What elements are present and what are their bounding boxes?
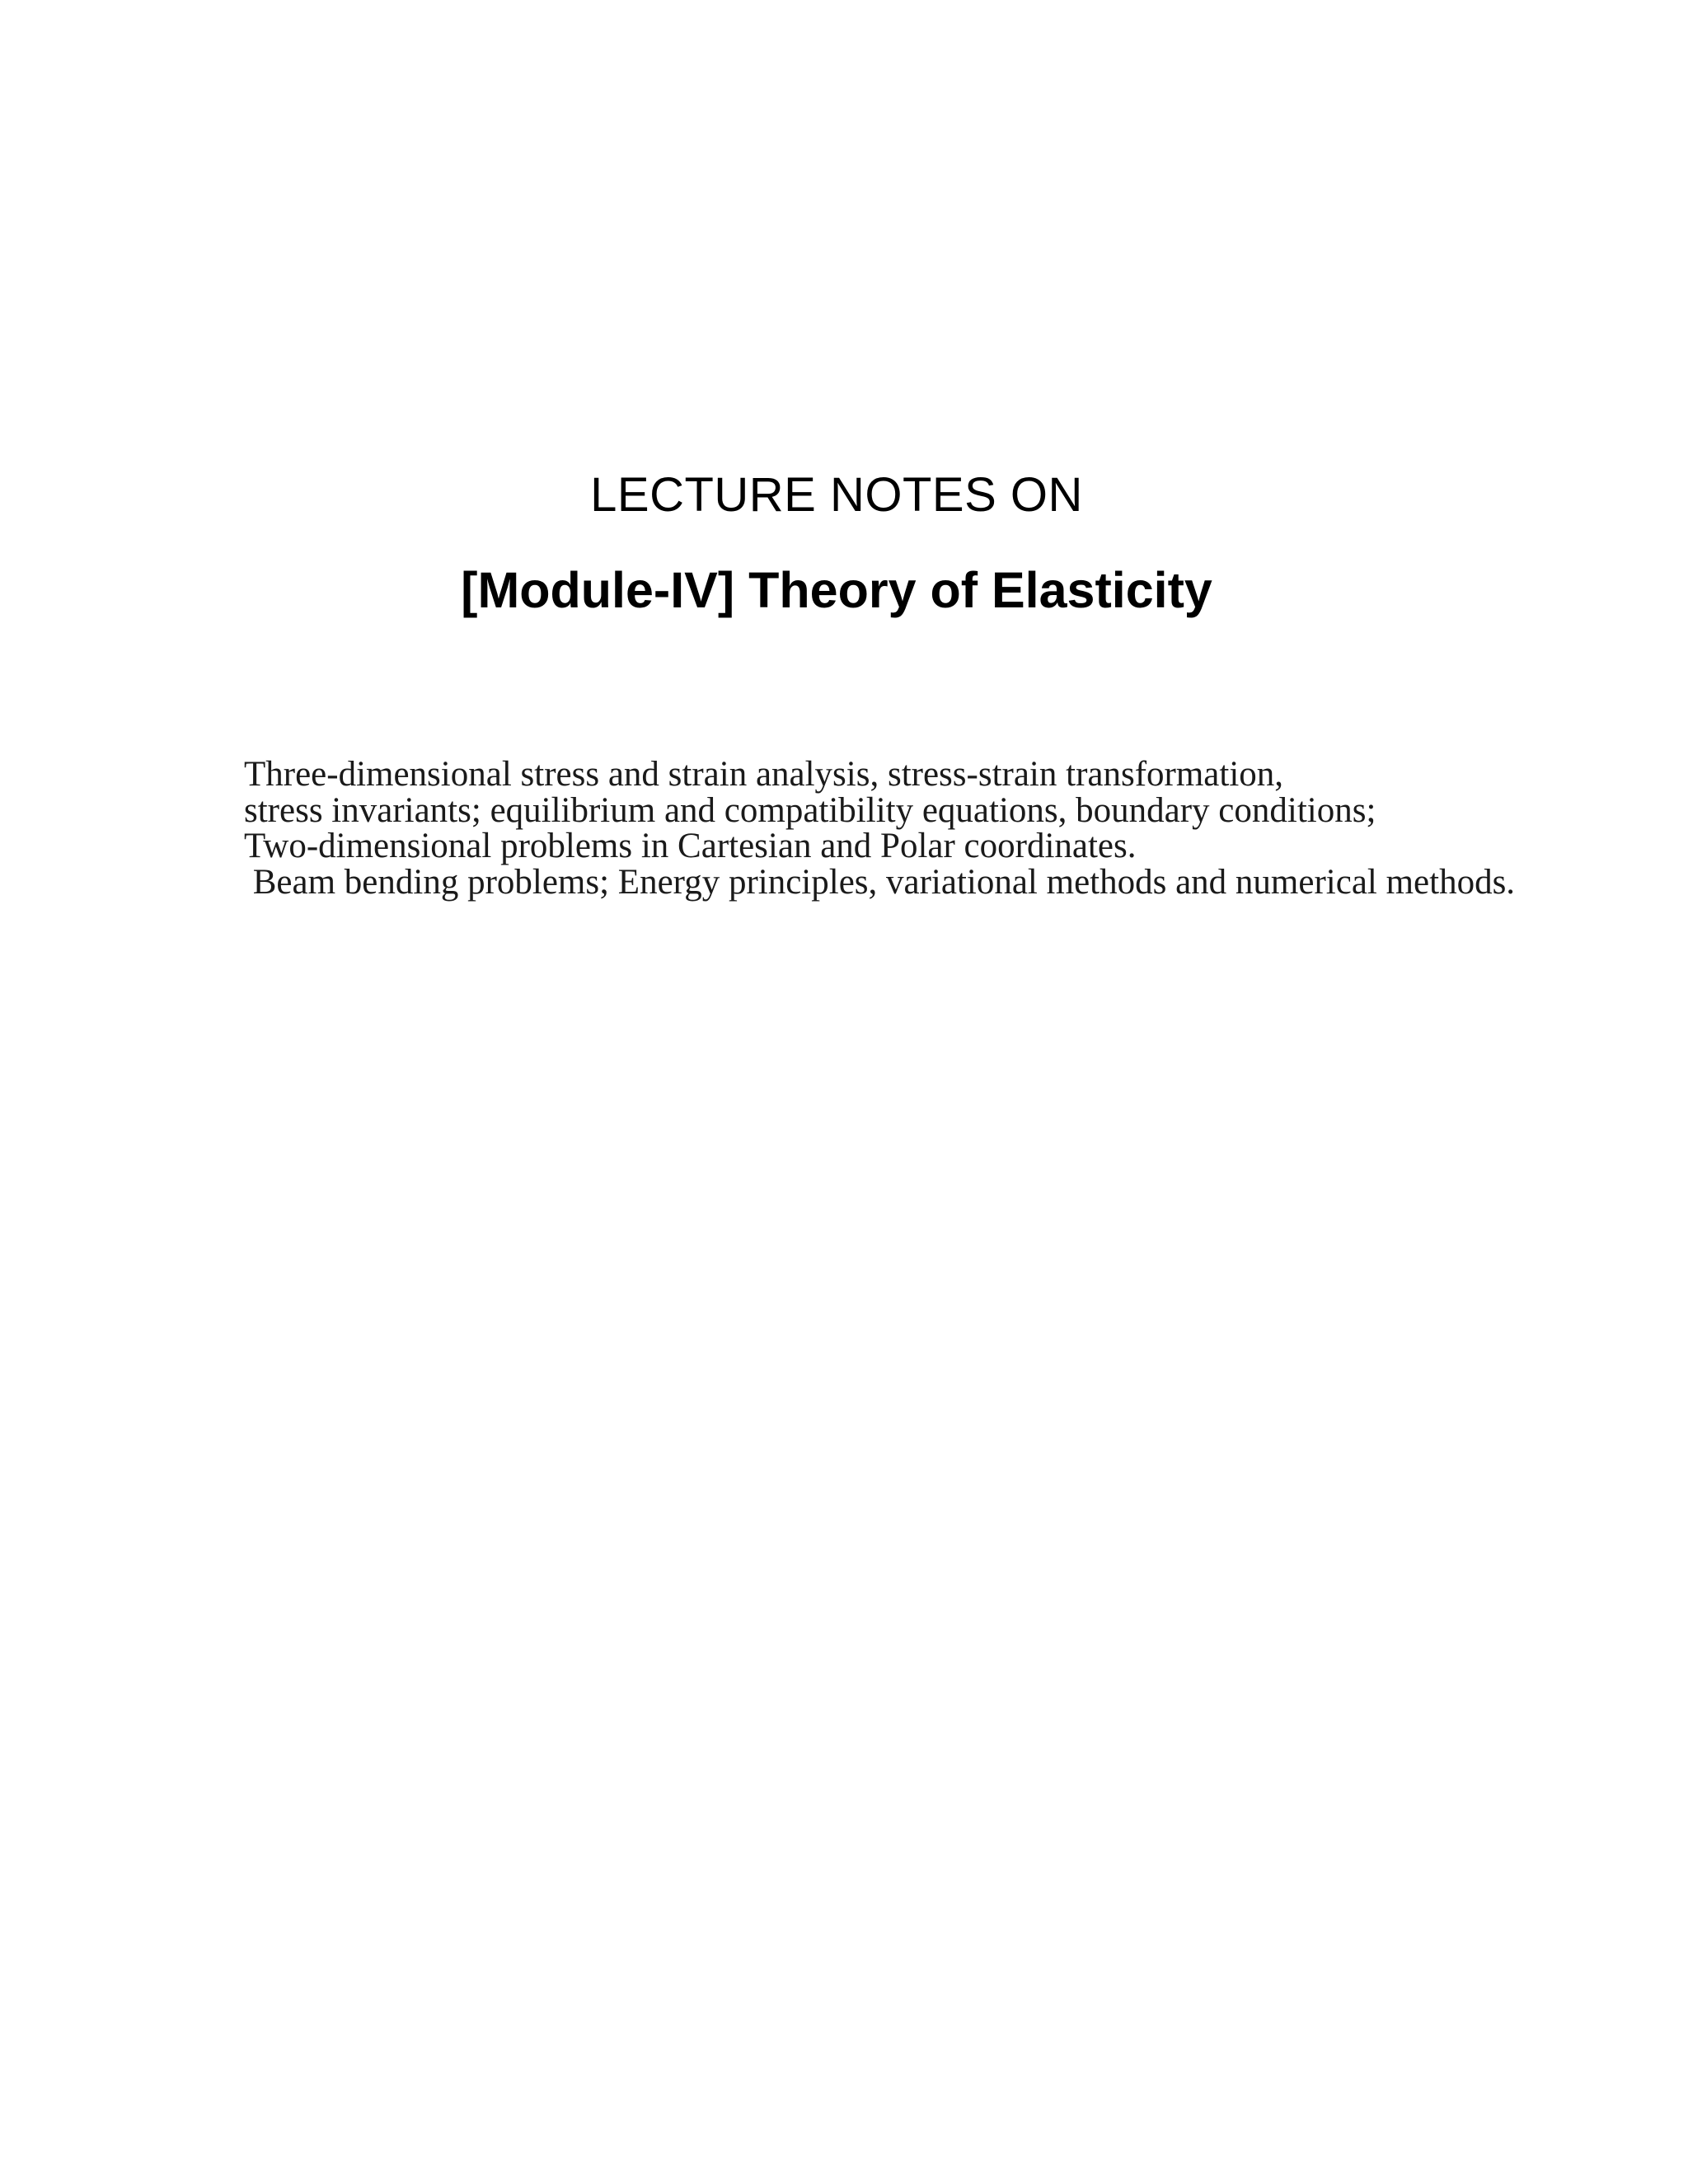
syllabus-line-4: Beam bending problems; Energy principles, variational methods and numerical methods. [244, 862, 1516, 902]
syllabus-line-3: Two-dimensional problems in Cartesian and Polar coordinates. [244, 827, 1137, 865]
module-title: [Module-IV] Theory of Elasticity [461, 562, 1212, 618]
syllabus-line-1: Three-dimensional stress and strain analysis, stress-strain transformation, [244, 755, 1284, 794]
syllabus-text [244, 757, 1515, 900]
syllabus-line-2: stress invariants; equilibrium and compatibility equations, boundary conditions; [244, 790, 1376, 830]
lecture-notes-heading: LECTURE NOTES ON [590, 468, 1083, 522]
